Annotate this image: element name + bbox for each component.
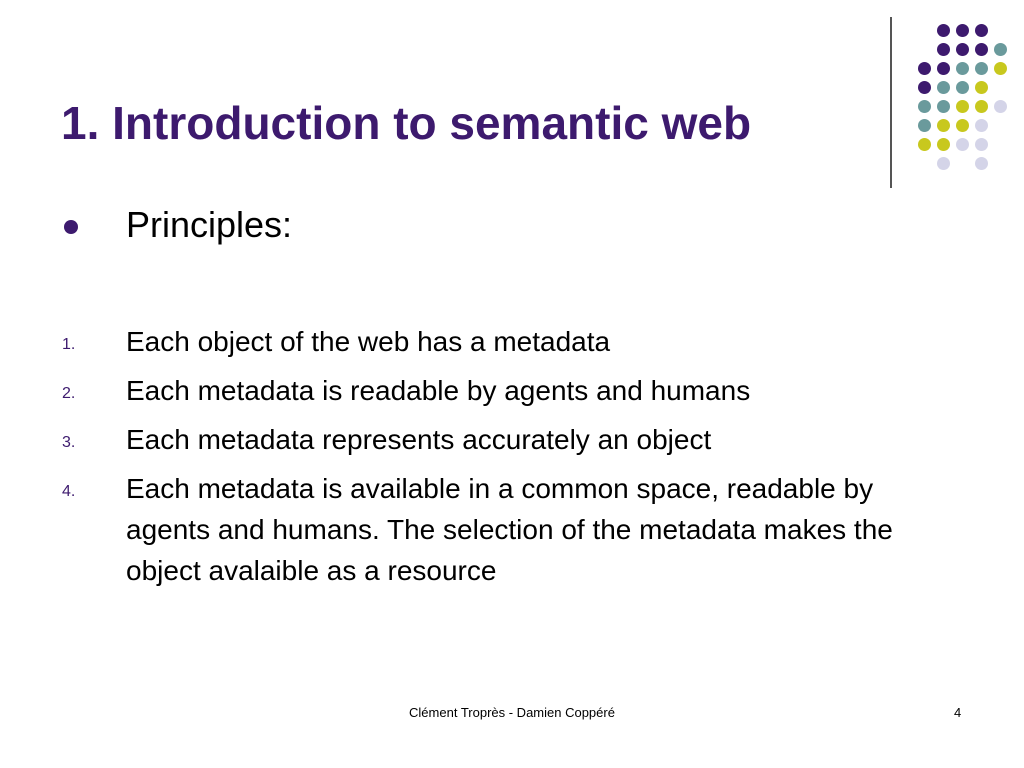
decorative-dot — [956, 43, 969, 56]
list-number: 4. — [62, 483, 76, 500]
list-item: Each object of the web has a metadata — [126, 326, 611, 357]
decorative-dot — [937, 24, 950, 37]
decorative-dot — [975, 100, 988, 113]
decorative-dot — [975, 43, 988, 56]
decorative-dot — [975, 81, 988, 94]
bullet-icon — [64, 220, 78, 234]
decorative-dot — [994, 62, 1007, 75]
list-item: Each metadata is available in a common space, readable by agents and humans. The selection of the metadata makes the object avalaible as a resource — [126, 473, 893, 586]
decorative-dot — [956, 100, 969, 113]
list-number: 1. — [62, 336, 76, 353]
decorative-dot — [994, 100, 1007, 113]
decorative-dot — [937, 119, 950, 132]
decorative-dot — [918, 119, 931, 132]
decorative-dot — [937, 157, 950, 170]
decorative-dot — [956, 119, 969, 132]
decorative-dot — [975, 157, 988, 170]
decorative-dot — [994, 43, 1007, 56]
principles-heading: Principles: — [126, 204, 293, 245]
decorative-dot — [918, 100, 931, 113]
list-item: Each metadata represents accurately an object — [126, 424, 712, 455]
decorative-dot — [937, 100, 950, 113]
decorative-dot — [918, 81, 931, 94]
decorative-dot — [956, 62, 969, 75]
list-item: Each metadata is readable by agents and humans — [126, 375, 751, 406]
decorative-dot — [937, 81, 950, 94]
decorative-dot — [937, 138, 950, 151]
footer-authors: Clément Troprès - Damien Coppéré — [409, 705, 615, 720]
page-number: 4 — [954, 705, 962, 720]
slide-title: 1. Introduction to semantic web — [61, 97, 752, 149]
decorative-dot — [918, 138, 931, 151]
decorative-dot — [975, 62, 988, 75]
decorative-dot — [975, 24, 988, 37]
list-number: 2. — [62, 385, 76, 402]
decorative-dot — [937, 43, 950, 56]
decorative-dot — [956, 81, 969, 94]
decorative-dot — [956, 24, 969, 37]
decorative-dot — [918, 62, 931, 75]
decorative-dot — [975, 119, 988, 132]
decorative-dot — [956, 138, 969, 151]
vertical-divider — [890, 17, 892, 188]
decorative-dot — [975, 138, 988, 151]
decorative-dot — [937, 62, 950, 75]
list-number: 3. — [62, 434, 76, 451]
